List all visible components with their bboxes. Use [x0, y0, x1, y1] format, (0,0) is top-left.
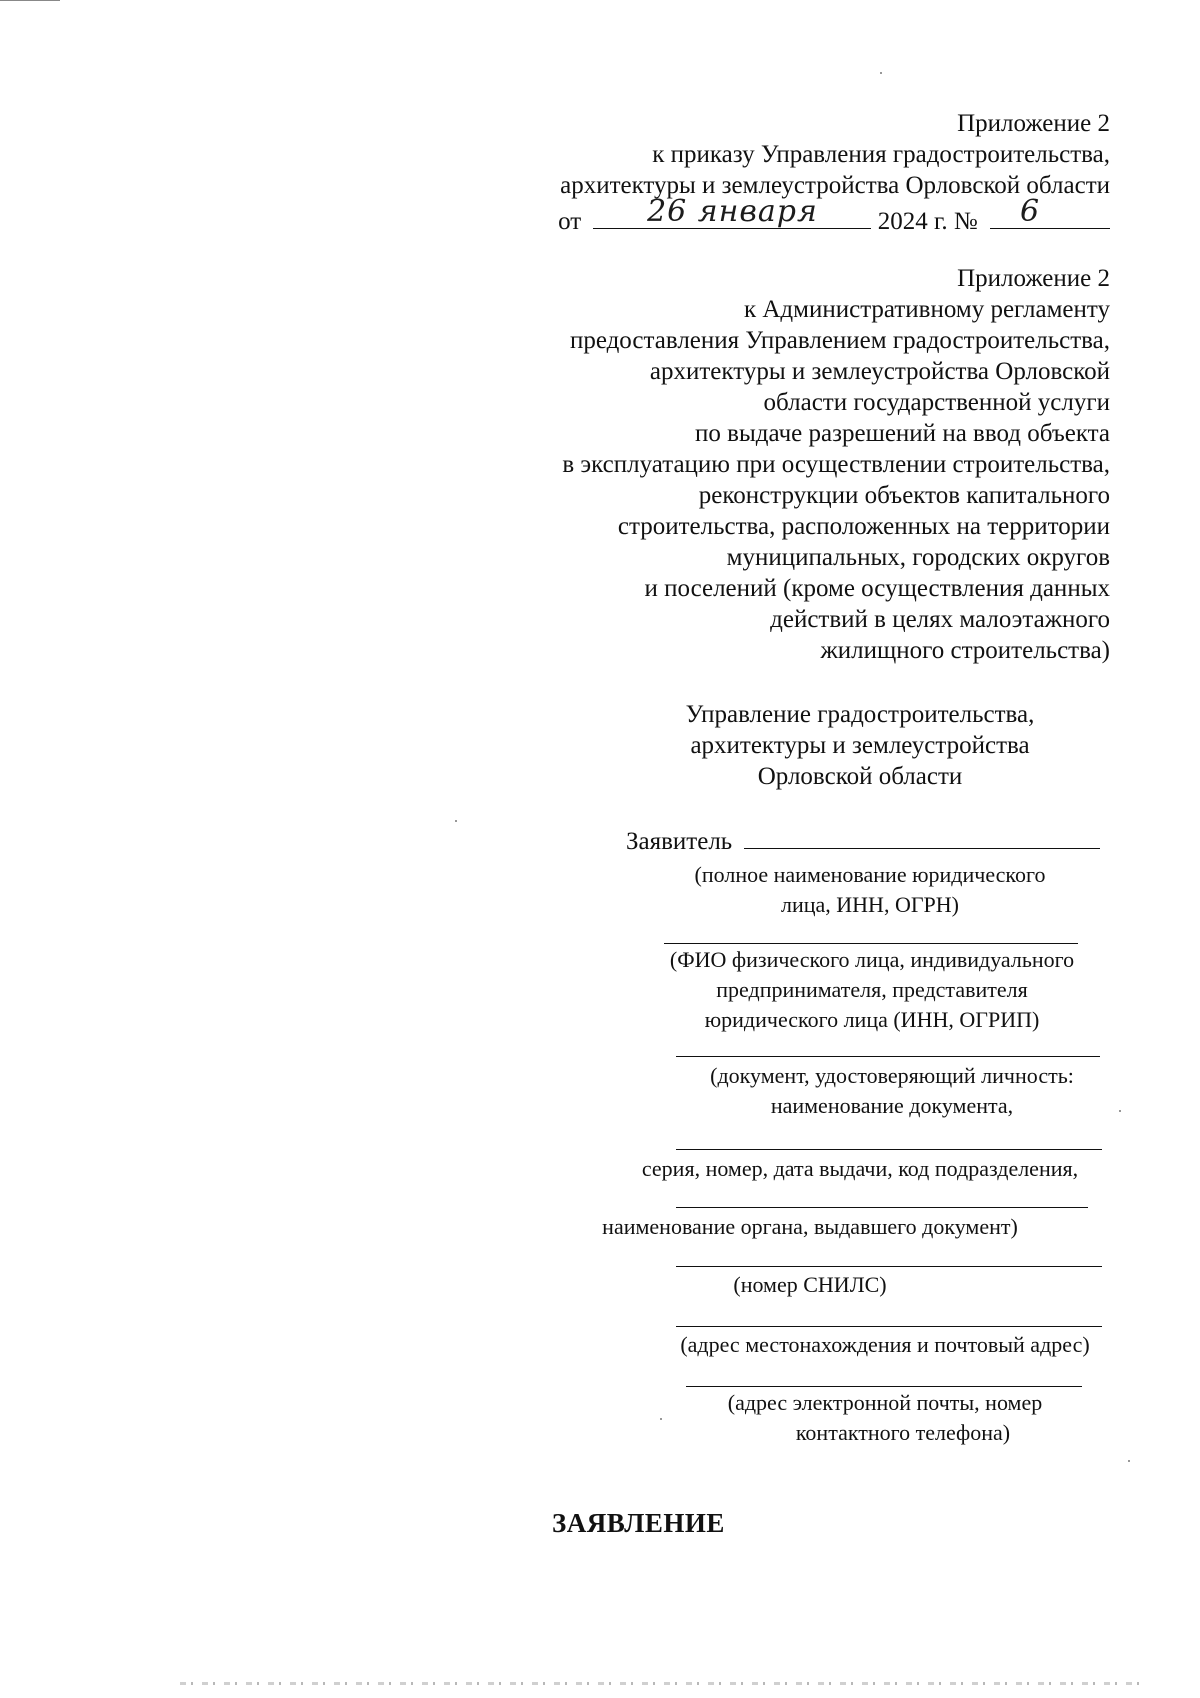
series-field-line	[676, 1149, 1102, 1150]
caption-contacts	[680, 1388, 1090, 1448]
caption-line: (номер СНИЛС)	[733, 1272, 887, 1297]
contacts-field-line	[686, 1386, 1082, 1387]
caption-line: наименование документа,	[770, 1093, 1014, 1118]
year-number-label: 2024 г. №	[877, 208, 978, 235]
order-appendix-line: архитектуры и землеустройства Орловской области	[560, 172, 1110, 199]
caption-id-document	[680, 1061, 1104, 1121]
caption-line: (адрес электронной почты, номер	[727, 1390, 1043, 1415]
address-field-line	[676, 1326, 1102, 1327]
date-prefix: от	[558, 208, 582, 235]
order-appendix-line: к приказу Управления градостроительства,	[652, 141, 1110, 168]
caption-line: контактного телефона)	[795, 1420, 1011, 1445]
regulation-line: Приложение 2	[957, 265, 1110, 292]
caption-line: (документ, удостоверяющий личность:	[710, 1063, 1074, 1088]
caption-series	[600, 1154, 1120, 1184]
caption-address	[650, 1330, 1120, 1360]
caption-line: предпринимателя, представителя	[716, 977, 1028, 1002]
addressee-block	[600, 699, 1120, 792]
regulation-line: области государственной услуги	[763, 389, 1110, 416]
scan-speck	[1119, 1110, 1121, 1112]
regulation-line: и поселений (кроме осуществления данных	[644, 575, 1110, 602]
individual-field-line	[664, 943, 1078, 944]
order-appendix-line: Приложение 2	[957, 110, 1110, 137]
regulation-line: к Административному регламенту	[743, 296, 1110, 323]
applicant-row	[626, 822, 1100, 857]
caption-line: серия, номер, дата выдачи, код подразделения,	[641, 1156, 1079, 1181]
caption-line: (адрес местонахождения и почтовый адрес)	[680, 1332, 1090, 1357]
caption-line: наименование органа, выдавшего документ)	[602, 1214, 1018, 1239]
snils-field-line	[676, 1266, 1102, 1267]
regulation-appendix-block	[562, 263, 1110, 666]
regulation-line: архитектуры и землеустройства Орловской	[649, 358, 1110, 385]
applicant-field	[744, 822, 1100, 849]
scan-speck	[880, 72, 882, 74]
handwritten-number: 6	[1020, 194, 1041, 229]
caption-individual	[660, 945, 1084, 1035]
caption-legal-entity	[660, 860, 1080, 920]
applicant-label: Заявитель	[626, 828, 733, 855]
addressee-line: Орловской области	[757, 763, 963, 790]
caption-snils	[690, 1270, 930, 1300]
regulation-line: муниципальных, городских округов	[726, 544, 1110, 571]
regulation-line: в эксплуатацию при осуществлении строительства,	[562, 451, 1110, 478]
regulation-line: предоставления Управлением градостроительства,	[569, 327, 1110, 354]
order-date-line	[558, 194, 1110, 237]
caption-line: лица, ИНН, ОГРН)	[780, 892, 959, 917]
regulation-line: жилищного строительства)	[820, 637, 1110, 664]
regulation-line: действий в целях малоэтажного	[770, 606, 1110, 633]
order-number-field	[990, 194, 1110, 229]
scan-edge-mark	[0, 0, 60, 2]
order-appendix-block	[560, 108, 1110, 201]
date-field	[593, 194, 871, 229]
regulation-line: по выдаче разрешений на ввод объекта	[695, 420, 1110, 447]
caption-line: (ФИО физического лица, индивидуального	[669, 947, 1075, 972]
handwritten-date: 26 января	[647, 194, 818, 229]
addressee-line: Управление градостроительства,	[685, 701, 1035, 728]
scan-speck	[455, 820, 457, 822]
id-document-field-line	[676, 1056, 1100, 1057]
scan-speck	[1128, 1460, 1130, 1462]
issuer-field-line	[676, 1207, 1088, 1208]
scan-bottom-artifact	[180, 1682, 1140, 1685]
addressee-line: архитектуры и землеустройства	[690, 732, 1030, 759]
caption-line: юридического лица (ИНН, ОГРИП)	[704, 1007, 1040, 1032]
caption-issuer	[570, 1212, 1050, 1242]
document-title: ЗАЯВЛЕНИЕ	[552, 1508, 725, 1538]
regulation-line: строительства, расположенных на территории	[617, 513, 1110, 540]
regulation-line: реконструкции объектов капитального	[698, 482, 1110, 509]
scan-speck	[660, 1418, 662, 1420]
caption-line: (полное наименование юридического	[694, 862, 1046, 887]
